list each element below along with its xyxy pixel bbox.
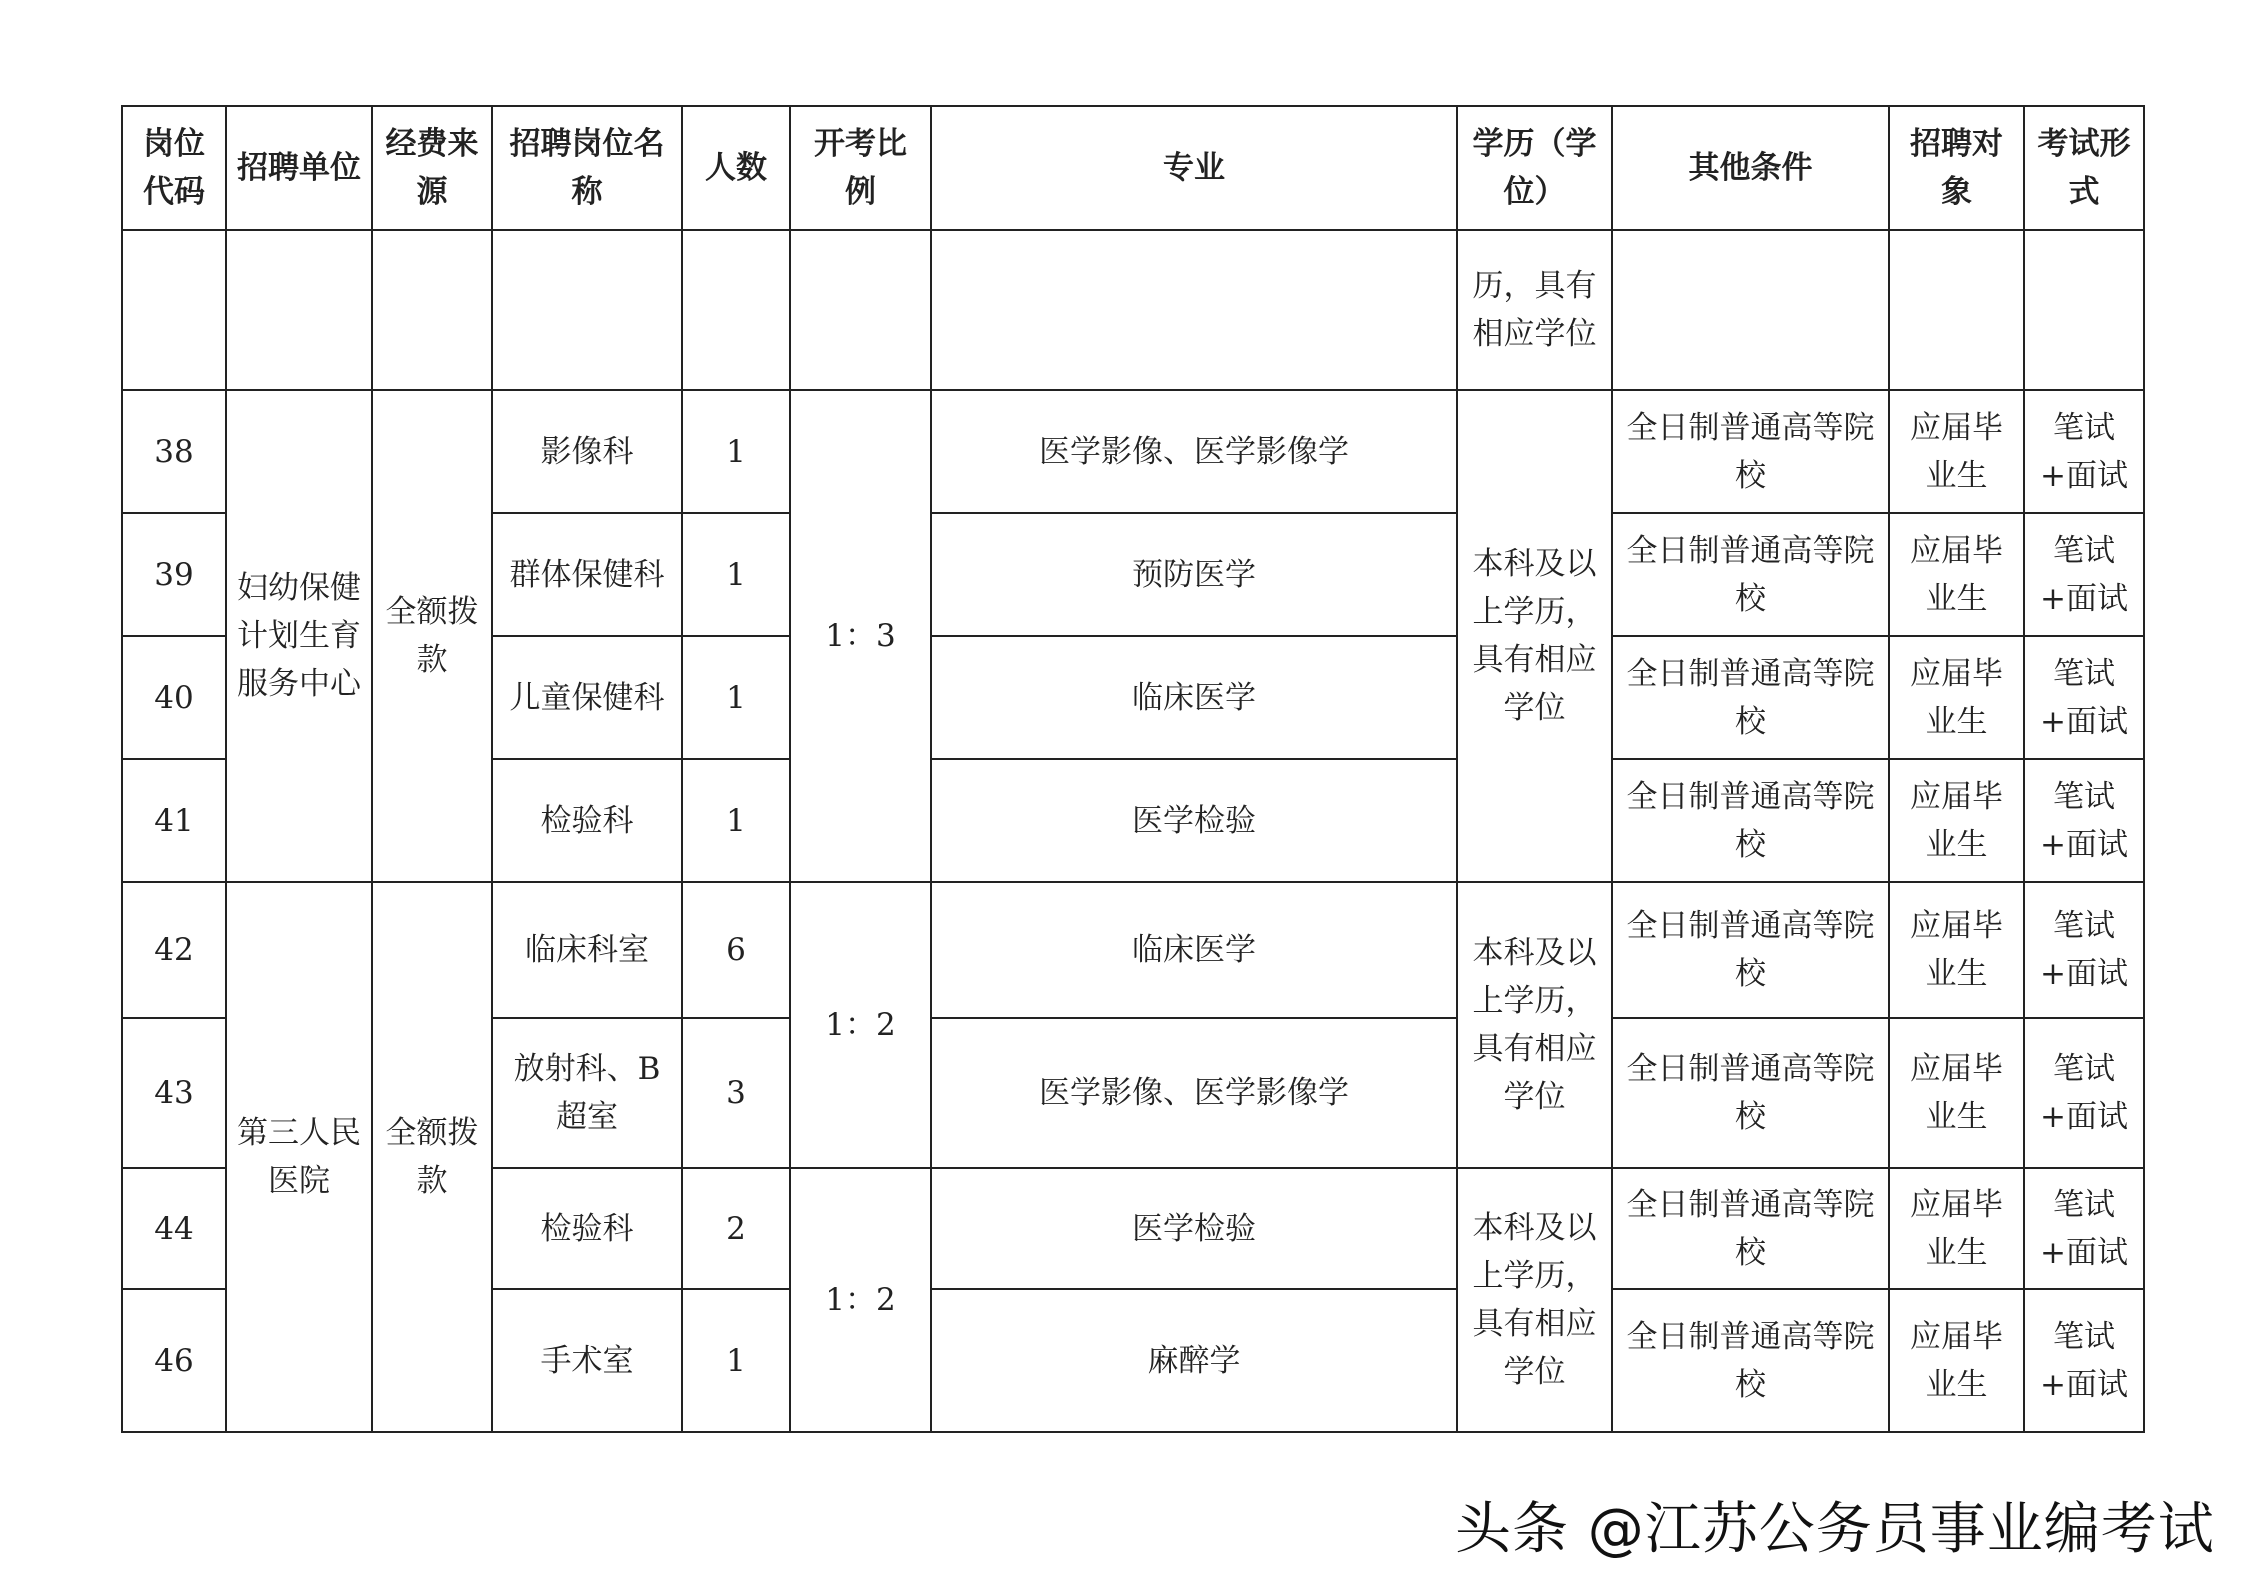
empty-cell <box>226 230 372 390</box>
cell-exam: 笔试+面试 <box>2024 882 2144 1018</box>
cell-major: 医学检验 <box>931 1168 1457 1289</box>
continuation-education: 历，具有相应学位 <box>1457 230 1612 390</box>
cell-exam: 笔试+面试 <box>2024 1018 2144 1168</box>
cell-position: 放射科、B超室 <box>492 1018 682 1168</box>
cell-other: 全日制普通高等院校 <box>1612 1168 1889 1289</box>
cell-code: 38 <box>122 390 226 513</box>
cell-position: 群体保健科 <box>492 513 682 636</box>
cell-position: 影像科 <box>492 390 682 513</box>
empty-cell <box>122 230 226 390</box>
cell-education: 本科及以上学历，具有相应学位 <box>1457 882 1612 1168</box>
header-major: 专业 <box>931 106 1457 230</box>
cell-count: 6 <box>682 882 790 1018</box>
header-exam: 考试形式 <box>2024 106 2144 230</box>
header-target: 招聘对象 <box>1889 106 2024 230</box>
cell-exam: 笔试+面试 <box>2024 390 2144 513</box>
empty-cell <box>372 230 492 390</box>
continuation-row <box>122 230 2144 390</box>
cell-position: 儿童保健科 <box>492 636 682 759</box>
table-header-row <box>122 106 2144 230</box>
cell-exam: 笔试+面试 <box>2024 1168 2144 1289</box>
empty-cell <box>682 230 790 390</box>
recruitment-table <box>121 105 2145 1433</box>
cell-code: 43 <box>122 1018 226 1168</box>
cell-major: 麻醉学 <box>931 1289 1457 1432</box>
cell-count: 1 <box>682 1289 790 1432</box>
cell-code: 44 <box>122 1168 226 1289</box>
cell-code: 41 <box>122 759 226 882</box>
empty-cell <box>1889 230 2024 390</box>
cell-code: 46 <box>122 1289 226 1432</box>
cell-major: 临床医学 <box>931 636 1457 759</box>
cell-funding: 全额拨款 <box>372 882 492 1432</box>
cell-code: 40 <box>122 636 226 759</box>
empty-cell <box>2024 230 2144 390</box>
cell-education: 本科及以上学历，具有相应学位 <box>1457 1168 1612 1432</box>
header-ratio: 开考比例 <box>790 106 931 230</box>
cell-ratio: 1：2 <box>790 882 931 1168</box>
cell-major: 预防医学 <box>931 513 1457 636</box>
unit-line: 医院 <box>268 1163 330 1199</box>
empty-cell <box>492 230 682 390</box>
cell-unit: 妇幼保健计划生育服务中心 <box>226 390 372 882</box>
cell-count: 1 <box>682 759 790 882</box>
cell-position: 检验科 <box>492 1168 682 1289</box>
cell-major: 医学影像、医学影像学 <box>931 1018 1457 1168</box>
cell-education: 本科及以上学历，具有相应学位 <box>1457 390 1612 882</box>
cell-ratio: 1：3 <box>790 390 931 882</box>
unit-line: 第三人民 <box>237 1115 361 1151</box>
header-funding: 经费来源 <box>372 106 492 230</box>
cell-count: 3 <box>682 1018 790 1168</box>
cell-funding: 全额拨款 <box>372 390 492 882</box>
cell-other: 全日制普通高等院校 <box>1612 759 1889 882</box>
header-position: 招聘岗位名称 <box>492 106 682 230</box>
cell-target: 应届毕业生 <box>1889 1018 2024 1168</box>
header-code: 岗位代码 <box>122 106 226 230</box>
cell-exam: 笔试+面试 <box>2024 1289 2144 1432</box>
cell-position: 检验科 <box>492 759 682 882</box>
header-education: 学历（学位） <box>1457 106 1612 230</box>
cell-exam: 笔试+面试 <box>2024 636 2144 759</box>
cell-target: 应届毕业生 <box>1889 1168 2024 1289</box>
header-count: 人数 <box>682 106 790 230</box>
cell-count: 1 <box>682 636 790 759</box>
cell-ratio: 1：2 <box>790 1168 931 1432</box>
cell-target: 应届毕业生 <box>1889 1289 2024 1432</box>
watermark: 头条 @江苏公务员事业编考试 <box>1455 1497 2215 1562</box>
cell-other: 全日制普通高等院校 <box>1612 1289 1889 1432</box>
cell-target: 应届毕业生 <box>1889 636 2024 759</box>
table-row <box>122 390 2144 513</box>
cell-code: 39 <box>122 513 226 636</box>
cell-position: 临床科室 <box>492 882 682 1018</box>
cell-position: 手术室 <box>492 1289 682 1432</box>
cell-code: 42 <box>122 882 226 1018</box>
cell-major: 医学影像、医学影像学 <box>931 390 1457 513</box>
cell-target: 应届毕业生 <box>1889 390 2024 513</box>
cell-major: 医学检验 <box>931 759 1457 882</box>
empty-cell <box>931 230 1457 390</box>
header-unit: 招聘单位 <box>226 106 372 230</box>
header-other: 其他条件 <box>1612 106 1889 230</box>
empty-cell <box>790 230 931 390</box>
cell-count: 1 <box>682 390 790 513</box>
cell-count: 1 <box>682 513 790 636</box>
cell-target: 应届毕业生 <box>1889 759 2024 882</box>
cell-unit <box>226 882 372 1432</box>
cell-other: 全日制普通高等院校 <box>1612 636 1889 759</box>
cell-exam: 笔试+面试 <box>2024 513 2144 636</box>
cell-target: 应届毕业生 <box>1889 882 2024 1018</box>
cell-other: 全日制普通高等院校 <box>1612 390 1889 513</box>
table-row <box>122 882 2144 1018</box>
cell-other: 全日制普通高等院校 <box>1612 882 1889 1018</box>
cell-target: 应届毕业生 <box>1889 513 2024 636</box>
cell-other: 全日制普通高等院校 <box>1612 513 1889 636</box>
cell-count: 2 <box>682 1168 790 1289</box>
cell-exam: 笔试+面试 <box>2024 759 2144 882</box>
empty-cell <box>1612 230 1889 390</box>
cell-other: 全日制普通高等院校 <box>1612 1018 1889 1168</box>
cell-major: 临床医学 <box>931 882 1457 1018</box>
